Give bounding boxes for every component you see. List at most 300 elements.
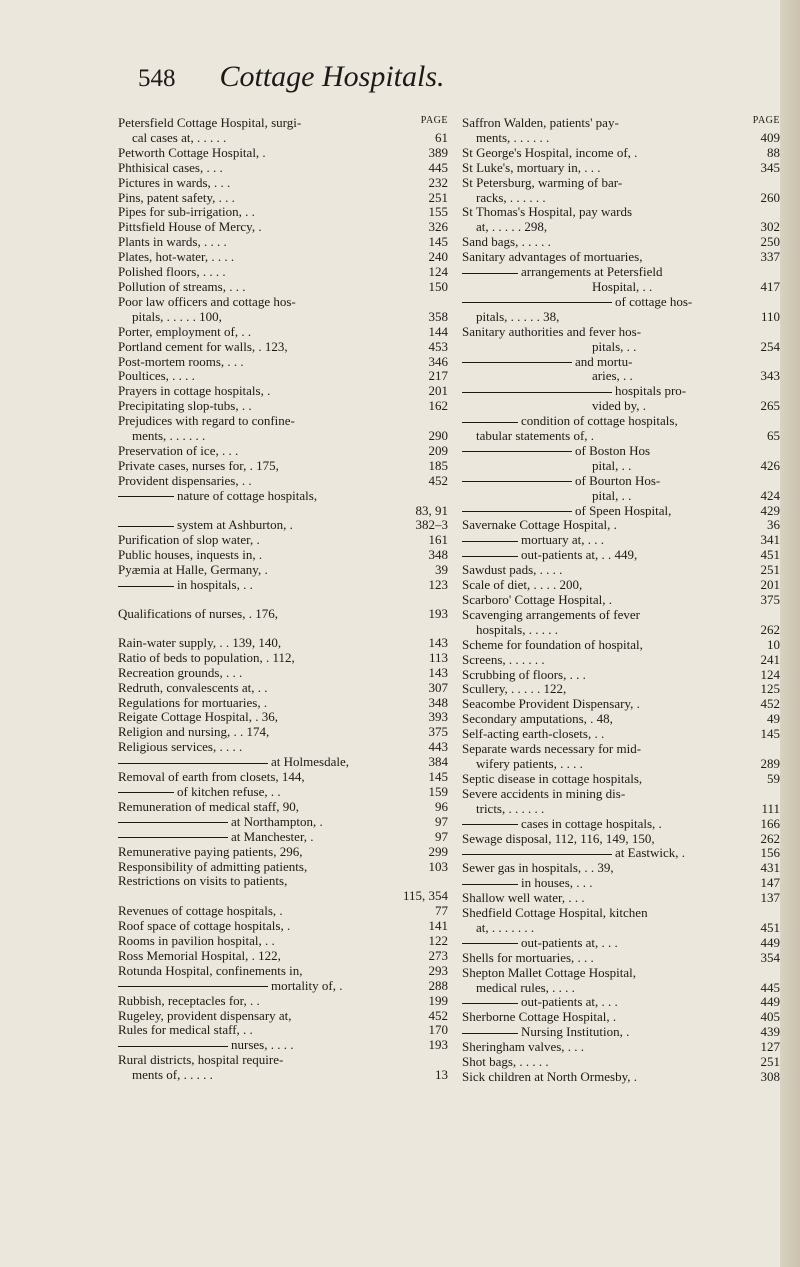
entry-page-ref: 302 — [760, 219, 780, 235]
entry-text: out-patients at, . . 449, — [462, 548, 757, 563]
entry-page-ref: 36 — [767, 517, 780, 533]
index-entry — [462, 1025, 780, 1040]
index-entry — [118, 295, 448, 310]
entry-page-ref: 145 — [428, 234, 448, 250]
entry-page-ref: 452 — [428, 1007, 448, 1023]
index-entry — [118, 755, 448, 770]
index-entry — [118, 548, 448, 563]
entry-page-ref: 345 — [760, 159, 780, 175]
entry-page-ref: 161 — [428, 532, 448, 548]
entry-page-ref: 185 — [428, 457, 448, 473]
entry-text: Reigate Cottage Hospital, . 36, — [118, 709, 278, 725]
entry-page-ref: 199 — [428, 992, 448, 1008]
index-entry — [462, 1070, 780, 1085]
entry-page-ref: 443 — [428, 739, 448, 755]
entry-page-ref: 103 — [428, 858, 448, 874]
entry-text: out-patients at, . . . — [462, 936, 757, 951]
entry-text: Pittsfield House of Mercy, . — [118, 219, 262, 235]
entry-page-ref: 232 — [428, 174, 448, 190]
entry-text: Remunerative paying patients, 296, — [118, 843, 303, 859]
index-entry — [462, 295, 780, 310]
entry-page-ref: 122 — [428, 933, 448, 949]
entry-text: Sick children at North Ormesby, . — [462, 1069, 637, 1084]
entry-page-ref: 145 — [760, 726, 780, 742]
index-entry — [462, 191, 780, 206]
entry-text: Rooms in pavilion hospital, . . — [118, 933, 275, 949]
entry-text: arrangements at Petersfield — [462, 265, 776, 280]
entry-text: Scheme for foundation of hospital, — [462, 636, 643, 652]
entry-text: Sanitary authorities and fever hos- — [462, 323, 642, 339]
entry-page-ref: 241 — [760, 651, 780, 667]
index-entry — [118, 384, 448, 399]
entry-text: mortuary at, . . . — [462, 533, 757, 548]
index-entry — [462, 697, 780, 712]
entry-text: Plants in wards, . . . . — [118, 234, 227, 250]
entry-text: Scullery, . . . . . 122, — [462, 681, 567, 697]
entry-text: Rules for medical staff, . . — [118, 1022, 253, 1038]
entry-text: in houses, . . . — [462, 876, 757, 891]
entry-list — [118, 116, 448, 1083]
entry-text: Ratio of beds to population, . 112, — [118, 649, 295, 665]
entry-text: St Petersburg, warming of bar- — [462, 174, 623, 190]
index-entry — [462, 921, 780, 936]
index-entry — [462, 548, 780, 563]
entry-page-ref: 111 — [761, 800, 780, 816]
entry-page-ref: 358 — [428, 308, 448, 324]
index-entry — [462, 668, 780, 683]
index-entry — [462, 712, 780, 727]
index-entry — [462, 1010, 780, 1025]
index-entry — [462, 474, 780, 489]
entry-text: Remuneration of medical staff, 90, — [118, 798, 299, 814]
index-entry — [118, 607, 448, 622]
entry-text: Post-mortem rooms, . . . — [118, 353, 244, 369]
index-entry — [118, 265, 448, 280]
entry-page-ref: 375 — [428, 724, 448, 740]
entry-text: Phthisical cases, . . . — [118, 159, 223, 175]
index-entry — [462, 340, 780, 355]
index-entry — [462, 205, 780, 220]
entry-page-ref: 449 — [760, 934, 780, 950]
entry-text: Prayers in cottage hospitals, . — [118, 383, 271, 399]
entry-text: of kitchen refuse, . . — [118, 785, 425, 800]
entry-text: Regulations for mortuaries, . — [118, 694, 268, 710]
entry-text: St Thomas's Hospital, pay wards — [462, 204, 633, 220]
index-entry — [118, 414, 448, 429]
entry-page-ref: 452 — [428, 472, 448, 488]
entry-page-ref: 143 — [428, 634, 448, 650]
index-entry — [462, 876, 780, 891]
entry-text: Petworth Cottage Hospital, . — [118, 144, 266, 160]
entry-text: Rural districts, hospital require- — [118, 1052, 284, 1068]
entry-page-ref: 384 — [428, 754, 448, 770]
index-entry — [118, 355, 448, 370]
entry-page-ref: 382–3 — [415, 517, 448, 533]
entry-text: ments, . . . . . . — [132, 428, 206, 444]
entry-page-ref: 97 — [435, 813, 448, 829]
entry-page-ref: 10 — [767, 636, 780, 652]
entry-page-ref: 155 — [428, 204, 448, 220]
entry-text: Sanitary advantages of mortuaries, — [462, 249, 643, 265]
index-column-right: PAGE Saffron Walden, patients' pay- ments, . . . . . . 409 St George's Hospital, income of, . 88 St Luke's, mortuary in, . . . 345 St Petersburg, warming of bar- racks, . . . . . . 260 St Thomas's Hospital, pay wards at, . . . . . 298, 302 Sand bags, . . . . . 250 Sanitary advantages of mortuaries, 337 arrangements at Petersfield Hospital, . . 417 of cottage hos- pitals, . . . . . 38, 110 Sanitary authorities and fever hos- pitals, . . 254 and mortu- aries, . . 343 hospitals pro- vided by, . 265 condition of cottage hospitals, tabular statements of, . 65 of Boston Hos pital, . . 426 of Bourton Hos- pital, . . 424 of Speen Hospital, 429 Savernake Cottage Hospital, . 36 mortuary at, . . . 341 out-patients at, . . 449, 451 Sawdust pads, . . . . 251 Scale of diet, . . . . 200, 201 Scarboro' Cottage Hospital, . 375 Scavenging arrangements of fever hospitals, . . . . . 262 Scheme for foundation of hospital, 10 Screens, . . . . . . 241 Scrubbing of floors, . . . 124 Scullery, . . . . . 122, 125 Seacombe Provident Dispensary, . 452 Secondary amputations, . 48, 49 Self-acting earth-closets, . . 145 Separate wards necessary for mid- wifery patients, . . . . 289 Septic disease in cottage hospitals, 59 Severe accidents in mining dis- tricts, . . . . . . 111 cases in cottage hospitals, . 166 Sewage disposal, 112, 116, 149, 150, 262 at Eastwick, . 156 Sewer gas in hospitals, . . 39, 431 in houses, . . . 147 Shallow well water, . . . 137 Shedfield Cottage Hospital, kitchen at, . . . . . . . 451 out-patients at, . . . 449 Shells for mortuaries, . . . 354 Shepton Mallet Cottage Hospital, medical rules, . . . . 445 out-patients at, . . . 449 Sherborne Cottage Hospital, . 405 Nursing Institution, . 439 Sheringham valves, . . . 127 Shot bags, . . . . . 251 Sick children at North Ormesby, . 308 — [462, 115, 780, 1084]
entry-text: medical rules, . . . . — [476, 979, 575, 995]
running-title: Cottage Hospitals. — [219, 60, 445, 93]
index-entry — [118, 845, 448, 860]
entry-text: Pipes for sub-irrigation, . . — [118, 204, 255, 220]
entry-page-ref: 141 — [428, 918, 448, 934]
index-entry — [462, 116, 780, 131]
entry-text: cal cases at, . . . . . — [132, 129, 227, 145]
entry-text: Sand bags, . . . . . — [462, 234, 551, 250]
index-entry — [118, 815, 448, 830]
index-entry — [462, 757, 780, 772]
entry-page-ref: 159 — [428, 783, 448, 799]
index-entry — [118, 919, 448, 934]
entry-text: St Luke's, mortuary in, . . . — [462, 159, 601, 175]
index-entry — [118, 740, 448, 755]
entry-page-ref: 260 — [760, 189, 780, 205]
entry-text: Scrubbing of floors, . . . — [462, 666, 586, 682]
index-entry — [462, 623, 780, 638]
index-entry — [462, 861, 780, 876]
index-entry — [462, 981, 780, 996]
entry-text: hospitals, . . . . . — [476, 621, 558, 637]
entry-page-ref: 77 — [435, 903, 448, 919]
entry-page-ref: 123 — [428, 577, 448, 593]
index-entry — [118, 725, 448, 740]
entry-text: in hospitals, . . — [118, 578, 425, 593]
entry-text: Poor law officers and cottage hos- — [118, 293, 296, 309]
entry-text: Hospital, . . — [592, 278, 653, 294]
index-entry — [462, 787, 780, 802]
entry-page-ref: 389 — [428, 144, 448, 160]
index-entry — [462, 1055, 780, 1070]
entry-page-ref: 209 — [428, 442, 448, 458]
entry-page-ref: 217 — [428, 368, 448, 384]
index-entry — [118, 429, 448, 444]
entry-text: hospitals pro- — [462, 384, 776, 399]
entry-page-ref: 426 — [760, 457, 780, 473]
index-entry — [462, 563, 780, 578]
index-entry — [118, 459, 448, 474]
index-entry — [462, 355, 780, 370]
entry-page-ref: 170 — [428, 1022, 448, 1038]
index-entry — [462, 608, 780, 623]
entry-text: system at Ashburton, . — [118, 518, 412, 533]
entry-text: Pollution of streams, . . . — [118, 278, 246, 294]
entry-text: mortality of, . — [118, 979, 425, 994]
index-entry — [118, 800, 448, 815]
index-entry — [118, 651, 448, 666]
entry-text: at Northampton, . — [118, 815, 431, 830]
entry-text: and mortu- — [462, 355, 776, 370]
index-entry — [118, 205, 448, 220]
entry-text: Sheringham valves, . . . — [462, 1039, 585, 1055]
index-entry — [118, 1068, 448, 1083]
index-entry — [462, 444, 780, 459]
entry-text: Separate wards necessary for mid- — [462, 741, 642, 757]
entry-text: Qualifications of nurses, . 176, — [118, 606, 278, 621]
entry-page-ref: 346 — [428, 353, 448, 369]
index-entry — [462, 131, 780, 146]
entry-text: Recreation grounds, . . . — [118, 664, 243, 680]
entry-text: Pins, patent safety, . . . — [118, 189, 235, 205]
index-entry — [118, 161, 448, 176]
page-header — [138, 60, 445, 100]
entry-page-ref: 143 — [428, 664, 448, 680]
entry-text: cases in cottage hospitals, . — [462, 817, 757, 832]
entry-text: wifery patients, . . . . — [476, 755, 583, 771]
entry-page-ref: 145 — [428, 769, 448, 785]
entry-page-ref: 251 — [760, 1054, 780, 1070]
index-entry — [462, 369, 780, 384]
index-entry — [118, 830, 448, 845]
entry-page-ref: 65 — [767, 428, 780, 444]
entry-text: Nursing Institution, . — [462, 1025, 757, 1040]
index-entry — [462, 817, 780, 832]
index-entry — [118, 979, 448, 994]
index-entry — [462, 727, 780, 742]
entry-page-ref: 429 — [760, 502, 780, 518]
entry-text: ments of, . . . . . — [132, 1067, 213, 1083]
entry-list — [462, 116, 780, 1085]
entry-text: Self-acting earth-closets, . . — [462, 726, 605, 742]
entry-text: Sawdust pads, . . . . — [462, 562, 563, 578]
index-entry — [118, 325, 448, 340]
entry-page-ref: 166 — [760, 815, 780, 831]
entry-text: Prejudices with regard to confine- — [118, 413, 295, 429]
entry-page-ref: 193 — [428, 606, 448, 621]
entry-page-ref: 326 — [428, 219, 448, 235]
entry-text: Seacombe Provident Dispensary, . — [462, 696, 640, 712]
entry-text: Precipitating slop-tubs, . . — [118, 398, 252, 414]
index-entry — [118, 770, 448, 785]
entry-page-ref: 424 — [760, 487, 780, 503]
entry-page-ref: 354 — [760, 949, 780, 965]
entry-page-ref: 348 — [428, 694, 448, 710]
index-entry — [462, 459, 780, 474]
entry-page-ref: 289 — [760, 755, 780, 771]
index-entry — [118, 280, 448, 295]
entry-text: Pyæmia at Halle, Germany, . — [118, 562, 268, 578]
entry-page-ref: 49 — [767, 711, 780, 727]
entry-text: of Speen Hospital, — [462, 504, 757, 519]
index-entry — [462, 533, 780, 548]
entry-page-ref: 115, 354 — [402, 888, 448, 904]
entry-text: condition of cottage hospitals, — [462, 414, 776, 429]
entry-text: Screens, . . . . . . — [462, 651, 545, 667]
section-gap — [118, 593, 448, 607]
entry-text: Sewer gas in hospitals, . . 39, — [462, 860, 614, 876]
entry-text: at Eastwick, . — [462, 846, 757, 861]
entry-text: Polished floors, . . . . — [118, 264, 226, 280]
entry-page-ref: 348 — [428, 547, 448, 563]
entry-page-ref: 445 — [760, 979, 780, 995]
index-entry — [462, 146, 780, 161]
entry-page-ref: 307 — [428, 679, 448, 695]
index-entry — [462, 176, 780, 191]
entry-text: of Boston Hos — [462, 444, 776, 459]
index-entry — [118, 904, 448, 919]
entry-page-ref: 110 — [760, 308, 780, 324]
index-entry — [462, 846, 780, 861]
index-entry — [118, 785, 448, 800]
entry-page-ref: 451 — [760, 919, 780, 935]
index-entry — [462, 578, 780, 593]
entry-text: Petersfield Cottage Hospital, surgi- — [118, 115, 302, 130]
entry-page-ref: 343 — [760, 368, 780, 384]
entry-text: Porter, employment of, . . — [118, 323, 252, 339]
index-entry — [118, 235, 448, 250]
index-entry — [462, 250, 780, 265]
index-entry — [118, 310, 448, 325]
index-entry — [462, 593, 780, 608]
entry-page-ref: 147 — [760, 875, 780, 891]
index-entry — [118, 696, 448, 711]
entry-text: at Manchester, . — [118, 830, 431, 845]
entry-text: Secondary amputations, . 48, — [462, 711, 613, 727]
entry-text: Rugeley, provident dispensary at, — [118, 1007, 292, 1023]
entry-text: Sewage disposal, 112, 116, 149, 150, — [462, 830, 655, 846]
index-entry — [118, 578, 448, 593]
index-entry — [118, 934, 448, 949]
index-entry — [462, 384, 780, 399]
index-entry — [462, 265, 780, 280]
entry-text: Religious services, . . . . — [118, 739, 243, 755]
entry-page-ref: 156 — [760, 845, 780, 861]
entry-text: Poultices, . . . . — [118, 368, 195, 384]
entry-text: Redruth, convalescents at, . . — [118, 679, 268, 695]
entry-page-ref: 59 — [767, 770, 780, 786]
index-entry — [118, 518, 448, 533]
index-entry — [462, 220, 780, 235]
entry-text: Rubbish, receptacles for, . . — [118, 992, 260, 1008]
page-number: 548 — [138, 65, 176, 92]
entry-text: Pictures in wards, . . . — [118, 174, 231, 190]
entry-page-ref: 240 — [428, 249, 448, 265]
index-entry — [462, 399, 780, 414]
page-edge — [780, 0, 800, 1267]
entry-page-ref: 113 — [428, 649, 448, 665]
index-entry — [462, 742, 780, 757]
index-entry — [462, 906, 780, 921]
entry-page-ref: 293 — [428, 962, 448, 978]
entry-page-ref: 288 — [428, 977, 448, 993]
entry-text: Provident dispensaries, . . — [118, 472, 252, 488]
entry-text: Public houses, inquests in, . — [118, 547, 263, 563]
entry-text: Saffron Walden, patients' pay- — [462, 115, 619, 130]
entry-page-ref: 251 — [760, 562, 780, 578]
entry-text: Shot bags, . . . . . — [462, 1054, 549, 1070]
entry-page-ref: 393 — [428, 709, 448, 725]
entry-text: pitals, . . . . . 38, — [476, 308, 560, 324]
index-column-left: PAGE Petersfield Cottage Hospital, surgi- cal cases at, . . . . . 61 Petworth Cottage Hospital, . 389 Phthisical cases, . . . 445 Pictures in wards, . . . 232 Pins, patent safety, . . . 251 Pipes for sub-irrigation, . . 155 Pittsfield House of Mercy, . 326 Plants in wards, . . . . 145 Plates, hot-water, . . . . 240 Polished floors, . . . . 124 Pollution of streams, . . . 150 Poor law officers and cottage hos- pitals, . . . . . 100, 358 Porter, employment of, . . 144 Portland cement for walls, . 123, 453 Post-mortem rooms, . . . 346 Poultices, . . . . 217 Prayers in cottage hospitals, . 201 Precipitating slop-tubs, . . 162 Prejudices with regard to confine- ments, . . . . . . 290 Preservation of ice, . . . 209 Private cases, nurses for, . 175, 185 Provident dispensaries, . . 452 nature of cottage hospitals, 83, 91 system at Ashburton, . 382–3 Purification of slop water, . 161 Public houses, inquests in, . 348 Pyæmia at Halle, Germany, . 39 in hospitals, . . 123 Qualifications of nurses, . 176, 193 Rain-water supply, . . 139, 140, 143 Ratio of beds to population, . 112, 113 Recreation grounds, . . . 143 Redruth, convalescents at, . . 307 Regulations for mortuaries, . 348 Reigate Cottage Hospital, . 36, 393 Religion and nursing, . . 174, 375 Religious services, . . . . 443 at Holmesdale, 384 Removal of earth from closets, 144, 145 of kitchen refuse, . . 159 Remuneration of medical staff, 90, 96 at Northampton, . 97 at Manchester, . 97 Remunerative paying patients, 296, 299 Responsibility of admitting patients, 103 Restrictions on visits to patients, 115, 354 Revenues of cottage hospitals, . 77 Roof space of cottage hospitals, . 141 Rooms in pavilion hospital, . . 122 Ross Memorial Hospital, . 122, 273 Rotunda Hospital, confinements in, 293 mortality of, . 288 Rubbish, receptacles for, . . 199 Rugeley, provident dispensary at, 452 Rules for medical staff, . . 170 nurses, . . . . 193 Rural districts, hospital require- ments of, . . . . . 13 — [118, 115, 448, 1083]
entry-page-ref: 262 — [760, 621, 780, 637]
index-entry — [118, 340, 448, 355]
entry-text: of Bourton Hos- — [462, 474, 776, 489]
index-entry — [462, 235, 780, 250]
index-entry — [118, 1053, 448, 1068]
index-entry — [118, 994, 448, 1009]
index-entry — [462, 161, 780, 176]
entry-page-ref: 125 — [760, 681, 780, 697]
entry-text: St George's Hospital, income of, . — [462, 144, 638, 160]
entry-text: ments, . . . . . . — [476, 129, 550, 145]
index-entry — [118, 220, 448, 235]
entry-page-ref: 308 — [760, 1069, 780, 1084]
entry-page-ref: 254 — [760, 338, 780, 354]
entry-page-ref: 451 — [760, 547, 780, 563]
index-entry — [118, 889, 448, 904]
index-entry — [118, 533, 448, 548]
index-entry — [118, 1009, 448, 1024]
index-entry — [462, 518, 780, 533]
entry-text: Restrictions on visits to patients, — [118, 873, 288, 889]
entry-page-ref: 273 — [428, 947, 448, 963]
entry-text: Scarboro' Cottage Hospital, . — [462, 592, 613, 607]
entry-text: Shallow well water, . . . — [462, 890, 585, 906]
entry-text: Roof space of cottage hospitals, . — [118, 918, 291, 934]
entry-page-ref: 13 — [435, 1067, 448, 1083]
entry-page-ref: 201 — [760, 577, 780, 593]
entry-text: of cottage hos- — [462, 295, 776, 310]
entry-text: tabular statements of, . — [476, 428, 595, 444]
entry-text: Scavenging arrangements of fever — [462, 606, 640, 622]
entry-page-ref: 290 — [428, 428, 448, 444]
entry-text: pitals, . . . . . 100, — [132, 308, 222, 324]
entry-page-ref: 127 — [760, 1039, 780, 1055]
entry-text: aries, . . — [592, 368, 633, 384]
index-entry — [118, 681, 448, 696]
entry-text: at, . . . . . . . — [476, 919, 535, 935]
entry-page-ref: 417 — [760, 278, 780, 294]
entry-page-ref: 265 — [760, 398, 780, 414]
index-entry — [118, 504, 448, 519]
entry-page-ref: 431 — [760, 860, 780, 876]
index-entry — [118, 949, 448, 964]
entry-text: at, . . . . . 298, — [476, 219, 548, 235]
entry-page-ref: 262 — [760, 830, 780, 846]
index-entry — [118, 710, 448, 725]
entry-text: at Holmesdale, — [118, 755, 425, 770]
entry-page-ref: 449 — [760, 994, 780, 1010]
entry-page-ref: 137 — [760, 890, 780, 906]
entry-page-ref: 251 — [428, 189, 448, 205]
entry-page-ref: 405 — [760, 1009, 780, 1025]
entry-text: Portland cement for walls, . 123, — [118, 338, 288, 354]
entry-text: Purification of slop water, . — [118, 532, 260, 548]
entry-page-ref: 250 — [760, 234, 780, 250]
index-entry — [118, 131, 448, 146]
entry-page-ref: 299 — [428, 843, 448, 859]
entry-text: pitals, . . — [592, 338, 637, 354]
index-entry — [462, 802, 780, 817]
entry-page-ref: 144 — [428, 323, 448, 339]
entry-text: Rain-water supply, . . 139, 140, — [118, 634, 282, 650]
index-entry — [462, 832, 780, 847]
entry-page-ref: 39 — [435, 562, 448, 578]
index-entry — [118, 176, 448, 191]
entry-text: Plates, hot-water, . . . . — [118, 249, 235, 265]
index-entry — [462, 995, 780, 1010]
entry-page-ref: 124 — [760, 666, 780, 682]
entry-page-ref: 193 — [428, 1037, 448, 1053]
entry-page-ref: 150 — [428, 278, 448, 294]
entry-text: Shedfield Cottage Hospital, kitchen — [462, 905, 648, 921]
index-entry — [118, 666, 448, 681]
entry-page-ref: 453 — [428, 338, 448, 354]
index-entry — [462, 653, 780, 668]
